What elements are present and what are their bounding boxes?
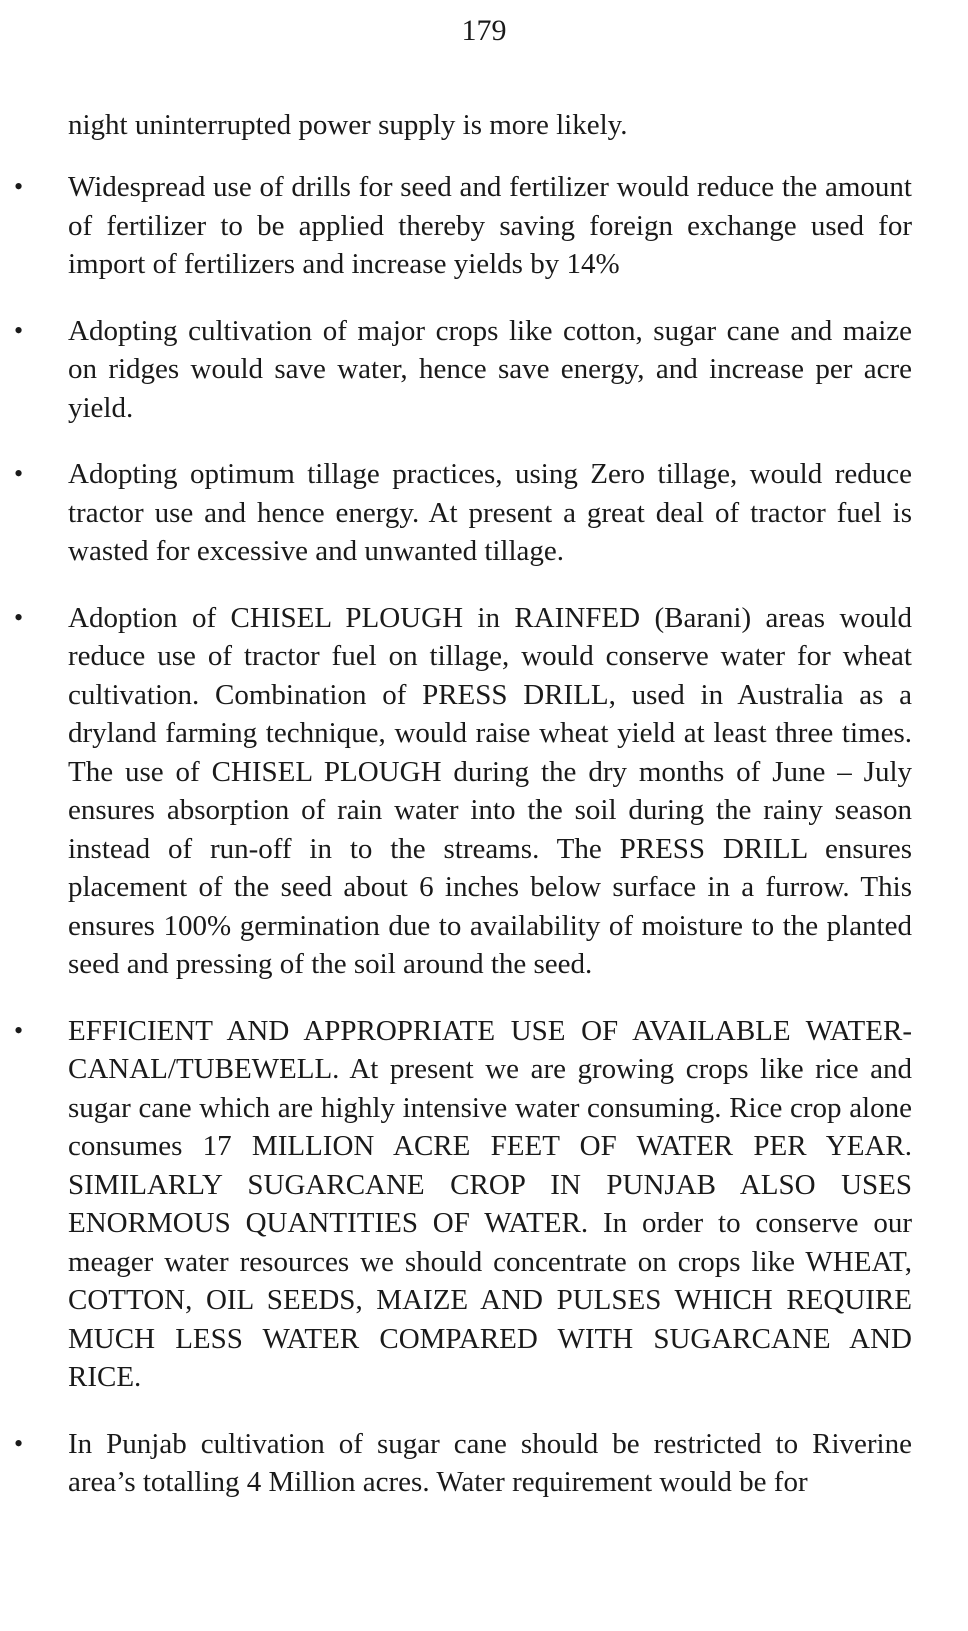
bullet-text: EFFICIENT AND APPROPRIATE USE OF AVAILABLE WATER-CANAL/TUBEWELL. At present we are growing crops like rice and sugar cane which are highly intensive water consuming. Rice crop alone consumes 17 MILLION ACRE FEET OF WATER PER YEAR. SIMILARLY SUGARCANE CROP IN PUNJAB ALSO USES ENORMOUS QUANTITIES OF WATER. In order to conserve our meager water resources we should concentrate on crops like WHEAT, COTTON, OIL SEEDS, MAIZE AND PULSES WHICH REQUIRE MUCH LESS WATER COMPARED WITH SUGARCANE AND RICE. [68, 1014, 912, 1393]
bullet-list [0, 168, 968, 1530]
bullet-icon: • [14, 172, 24, 201]
list-item [0, 1012, 912, 1397]
bullet-text: Adopting cultivation of major crops like cotton, sugar cane and maize on ridges would save water, hence save energy, and increase per acre yield. [68, 314, 912, 424]
list-item [0, 455, 912, 571]
bullet-text: In Punjab cultivation of sugar cane should be restricted to Riverine area’s totalling 4 Million acres. Water requirement would be for [68, 1427, 912, 1498]
bullet-icon: • [14, 1015, 24, 1045]
list-item [0, 599, 912, 984]
page-number: 179 [461, 14, 507, 47]
continuation-paragraph: night uninterrupted power supply is more likely. [68, 109, 628, 141]
list-item [0, 168, 912, 284]
bullet-icon: • [14, 459, 24, 488]
list-item [0, 1425, 912, 1502]
list-item [0, 312, 912, 428]
bullet-text: Adoption of CHISEL PLOUGH in RAINFED (Barani) areas would reduce use of tractor fuel on tillage, would conserve water for wheat cultivation. Combination of PRESS DRILL, used in Australia as a dryland farming technique, would raise wheat yield at least three times. The use of CHISEL PLOUGH during the dry months of June – July ensures absorption of rain water into the soil during the rainy season instead of run-off in to the streams. The PRESS DRILL ensures placement of the seed about 6 inches below surface in a furrow. This ensures 100% germination due to availability of moisture to the planted seed and pressing of the soil around the seed. [68, 601, 912, 980]
bullet-icon: • [14, 602, 24, 632]
bullet-icon: • [14, 315, 24, 345]
bullet-icon: • [14, 1428, 24, 1458]
bullet-text: Adopting optimum tillage practices, using Zero tillage, would reduce tractor use and hence energy. At present a great deal of tractor fuel is wasted for excessive and unwanted tillage. [68, 458, 912, 567]
bullet-text: Widespread use of drills for seed and fertilizer would reduce the amount of fertilizer to be applied thereby saving foreign exchange used for import of fertilizers and increase yields by 14% [68, 171, 912, 280]
